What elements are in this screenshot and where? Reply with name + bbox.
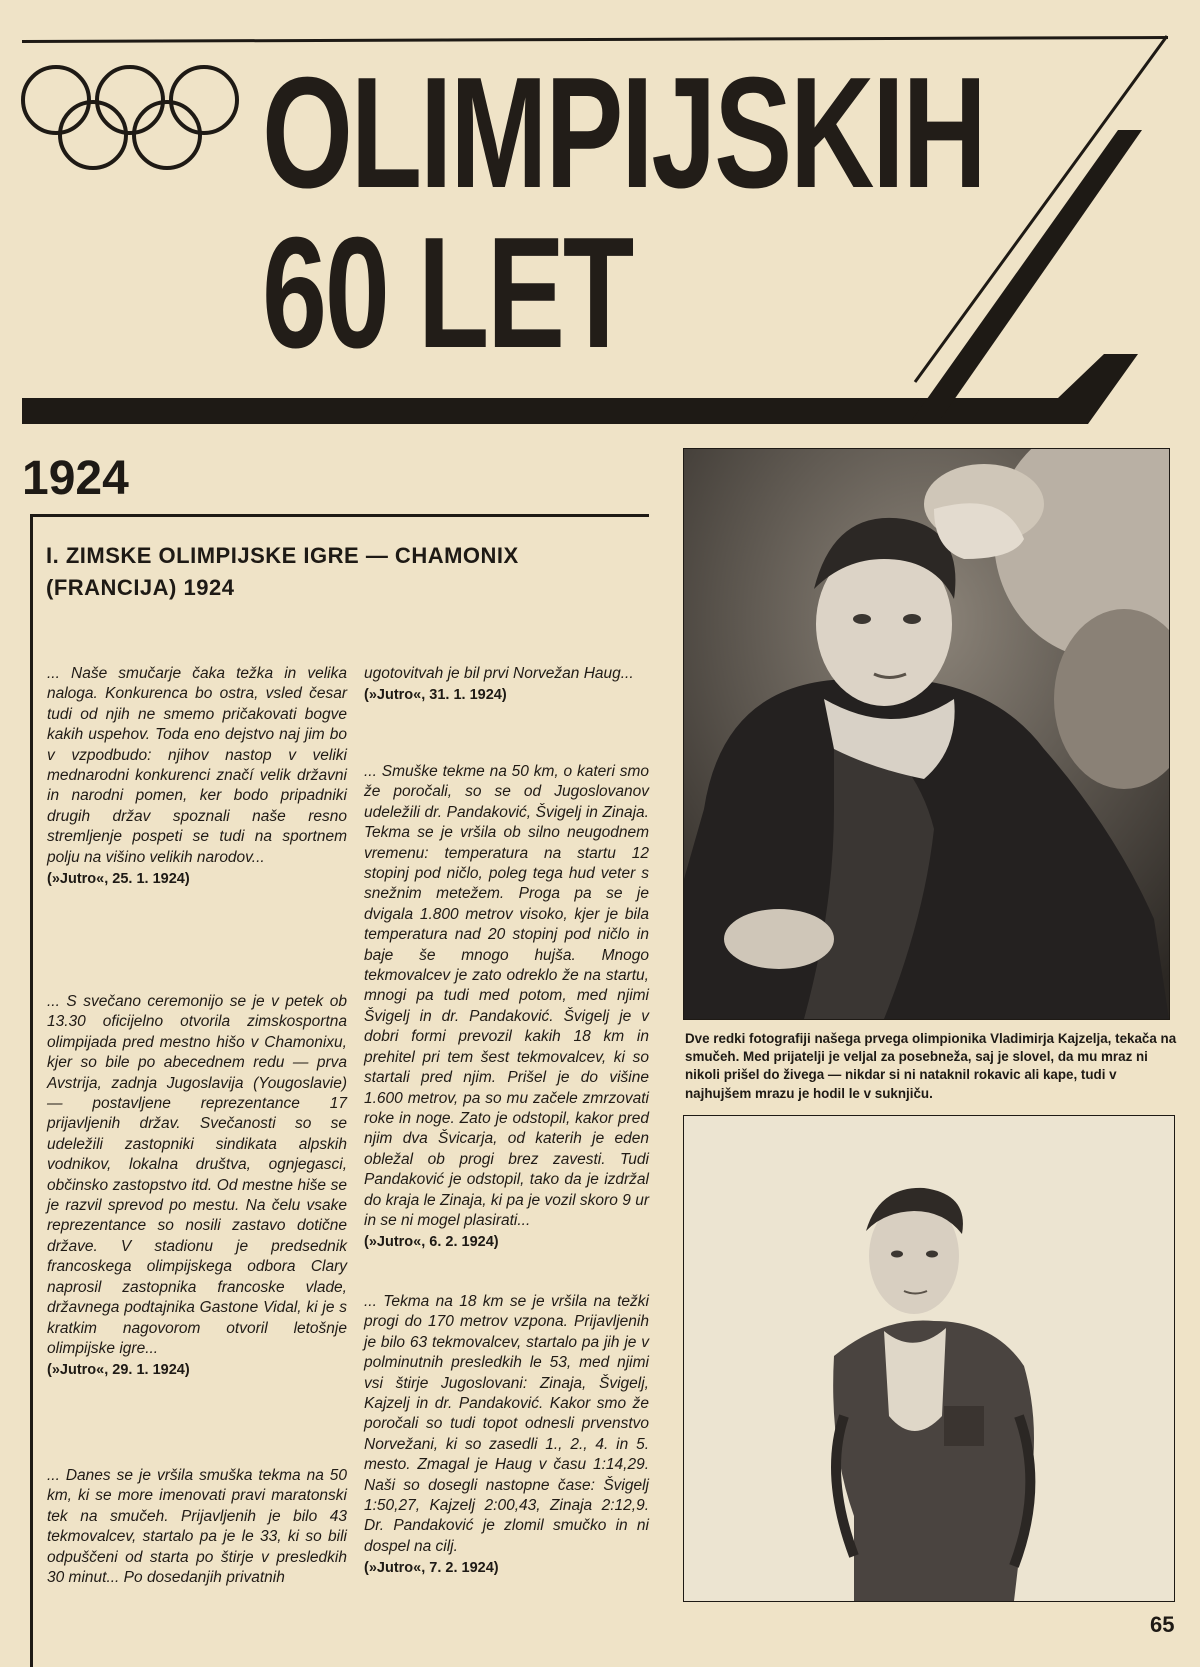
article-source: (»Jutro«, 31. 1. 1924) bbox=[364, 687, 507, 704]
article-excerpt bbox=[364, 762, 649, 1252]
article-excerpt bbox=[364, 664, 649, 705]
article-source: (»Jutro«, 7. 2. 1924) bbox=[364, 1560, 499, 1577]
olympic-rings-icon bbox=[18, 62, 243, 174]
photo-2-illustration bbox=[684, 1116, 1174, 1601]
photo-caption: Dve redki fotografiji našega prvega olimpionika Vladimirja Kajzelja, tekača na smučeh. Med prijatelji je veljal za posebneža, saj je slovel, da mu mraz ni nikoli prišel do živega — nikdar si ni nataknil rokavic ali kape, tudi v najhujšem mrazu je hodil le v suknjiču. bbox=[685, 1031, 1177, 1101]
article-text: ... Tekma na 18 km se je vršila na težki progi do 170 metrov vzpona. Prijavljenih je bilo 63 tekmovalcev, startalo pa jih je v polminutnih presledkih le 53, med njimi vsi štirje Jugoslovani: Zinaja, Švigelj, Kajzelj in dr. Pandaković. Kakor smo že poročali so tudi topot odnesli prvenstvo Norvežani, ki so zasedli 1., 2., 4. in 5. mesto. Zmagal je Haug v času 1:14,29. Naši so dosegli nastopne čase: Švigelj 1:50,27, Kajzelj 2:00,43, Zinaja 2:12,9. Dr. Pandaković je zlomil smučko in ni dospel na cilj. bbox=[364, 1293, 649, 1555]
photo-1-illustration bbox=[684, 449, 1169, 1019]
article-source: (»Jutro«, 29. 1. 1924) bbox=[47, 1362, 190, 1379]
article-excerpt bbox=[364, 1292, 649, 1578]
headline-line-2: 60 LET bbox=[262, 205, 633, 381]
article-text: ugotovitvah je bil prvi Norvežan Haug... bbox=[364, 665, 634, 682]
article-text: ... S svečano ceremonijo se je v petek ob 13.30 oficijelno otvorila zimskosportna olimpijada pred mestno hišo v Chamonixu, kjer so bile po abecednem redu — prva Avstrija, zadnja Jugoslavija (Yougoslavie) — postavljene reprezentance 17 prijavljenih držav. Svečanosti so se udeležili zastopniki sindikata alpskih vodnikov, lokalna društva, ognjegasci, občinsko zastopstvo itd. Od mestne hiše se je razvil sprevod po mestu. Na čelu vsake reprezentance so nosili zastavo dotične države. V stadionu je predsednik francoskega olimpijskega odbora Clary naprosil zastopnika francoske vlade, državnega podtajnika Gastone Vidal, ki je s kratkim nagovorom otvoril letošnje olimpijske igre... bbox=[47, 993, 347, 1357]
article-text: ... Danes se je vršila smuška tekma na 50 km, ki se more imenovati pravi maratonski tek na smučeh. Prijavljenih je bilo 43 tekmovalcev, startalo pa je le 33, ki so bili odpuščeni od starta po štirje v presledkih 30 minut... Po dosedanjih privatnih bbox=[47, 1467, 347, 1587]
section-heading: I. ZIMSKE OLIMPIJSKE IGRE — CHAMONIX (FRANCIJA) 1924 bbox=[46, 543, 519, 600]
article-text: ... Naše smučarje čaka težka in velika naloga. Konkurenca bo ostra, vsled česar tudi od njih ne smemo pričakovati bogve kakih uspehov. Toda eno dejstvo naj jim bo v vzpodbudo: njihov nastop v veliki mednarodni konkurenci značí velik državni in narodni pomen, ker bodo pripadniki drugih držav spoznali naše resno stremljenje pospeti se tudi na sportnem polju na višino velikih narodov... bbox=[47, 665, 347, 866]
page-number: 65 bbox=[1150, 1612, 1175, 1637]
article-source: (»Jutro«, 25. 1. 1924) bbox=[47, 871, 190, 888]
header-top-rule bbox=[22, 36, 1168, 43]
article-excerpt bbox=[47, 992, 347, 1380]
article-text: ... Smuške tekme na 50 km, o kateri smo že poročali, so se od Jugoslovanov udeležili dr. Pandaković, Švigelj in Zinaja. Tekma se je vršila ob silno neugodnem vremenu: temperatura na startu 12 stopinj pod ničlo, poleg tega hud veter s snežnim metežem. Proga pa se je dvigala 1.800 metrov visoko, kjer je bila temperatura nad 20 stopinj pod ničlo in baje še mnogo hujša. Mnogo tekmovalcev je zato odreklo že na startu, mnogi pa tudi med potom, med njimi Švigelj in dr. Pandaković. Švigelj je v dobri formi prevozil kakih 18 km in prehitel pri tem šest tekmovalcev, ki so startali pred njim. Prišel je do višine 1.600 metrov, pa so mu začele zmrzovati roke in noge. Zato je odstopil, kakor pred njim dva Švicarja, od katerih je eden obležal ob progi brez zavesti. Tudi Pandaković je odstopil, tako da je izdržal do kraja le Zinaja, ki pa je vozil skoro 9 ur in se ni mogel plasirati... bbox=[364, 763, 649, 1229]
article-excerpt bbox=[47, 664, 347, 889]
article-excerpt bbox=[47, 1466, 347, 1588]
photo-kajzelj-standing bbox=[683, 1115, 1175, 1602]
headline-line-1: OLIMPIJSKIH bbox=[262, 45, 985, 221]
photo-kajzelj-portrait bbox=[683, 448, 1170, 1020]
article-source: (»Jutro«, 6. 2. 1924) bbox=[364, 1234, 499, 1251]
year-heading: 1924 bbox=[22, 452, 129, 505]
